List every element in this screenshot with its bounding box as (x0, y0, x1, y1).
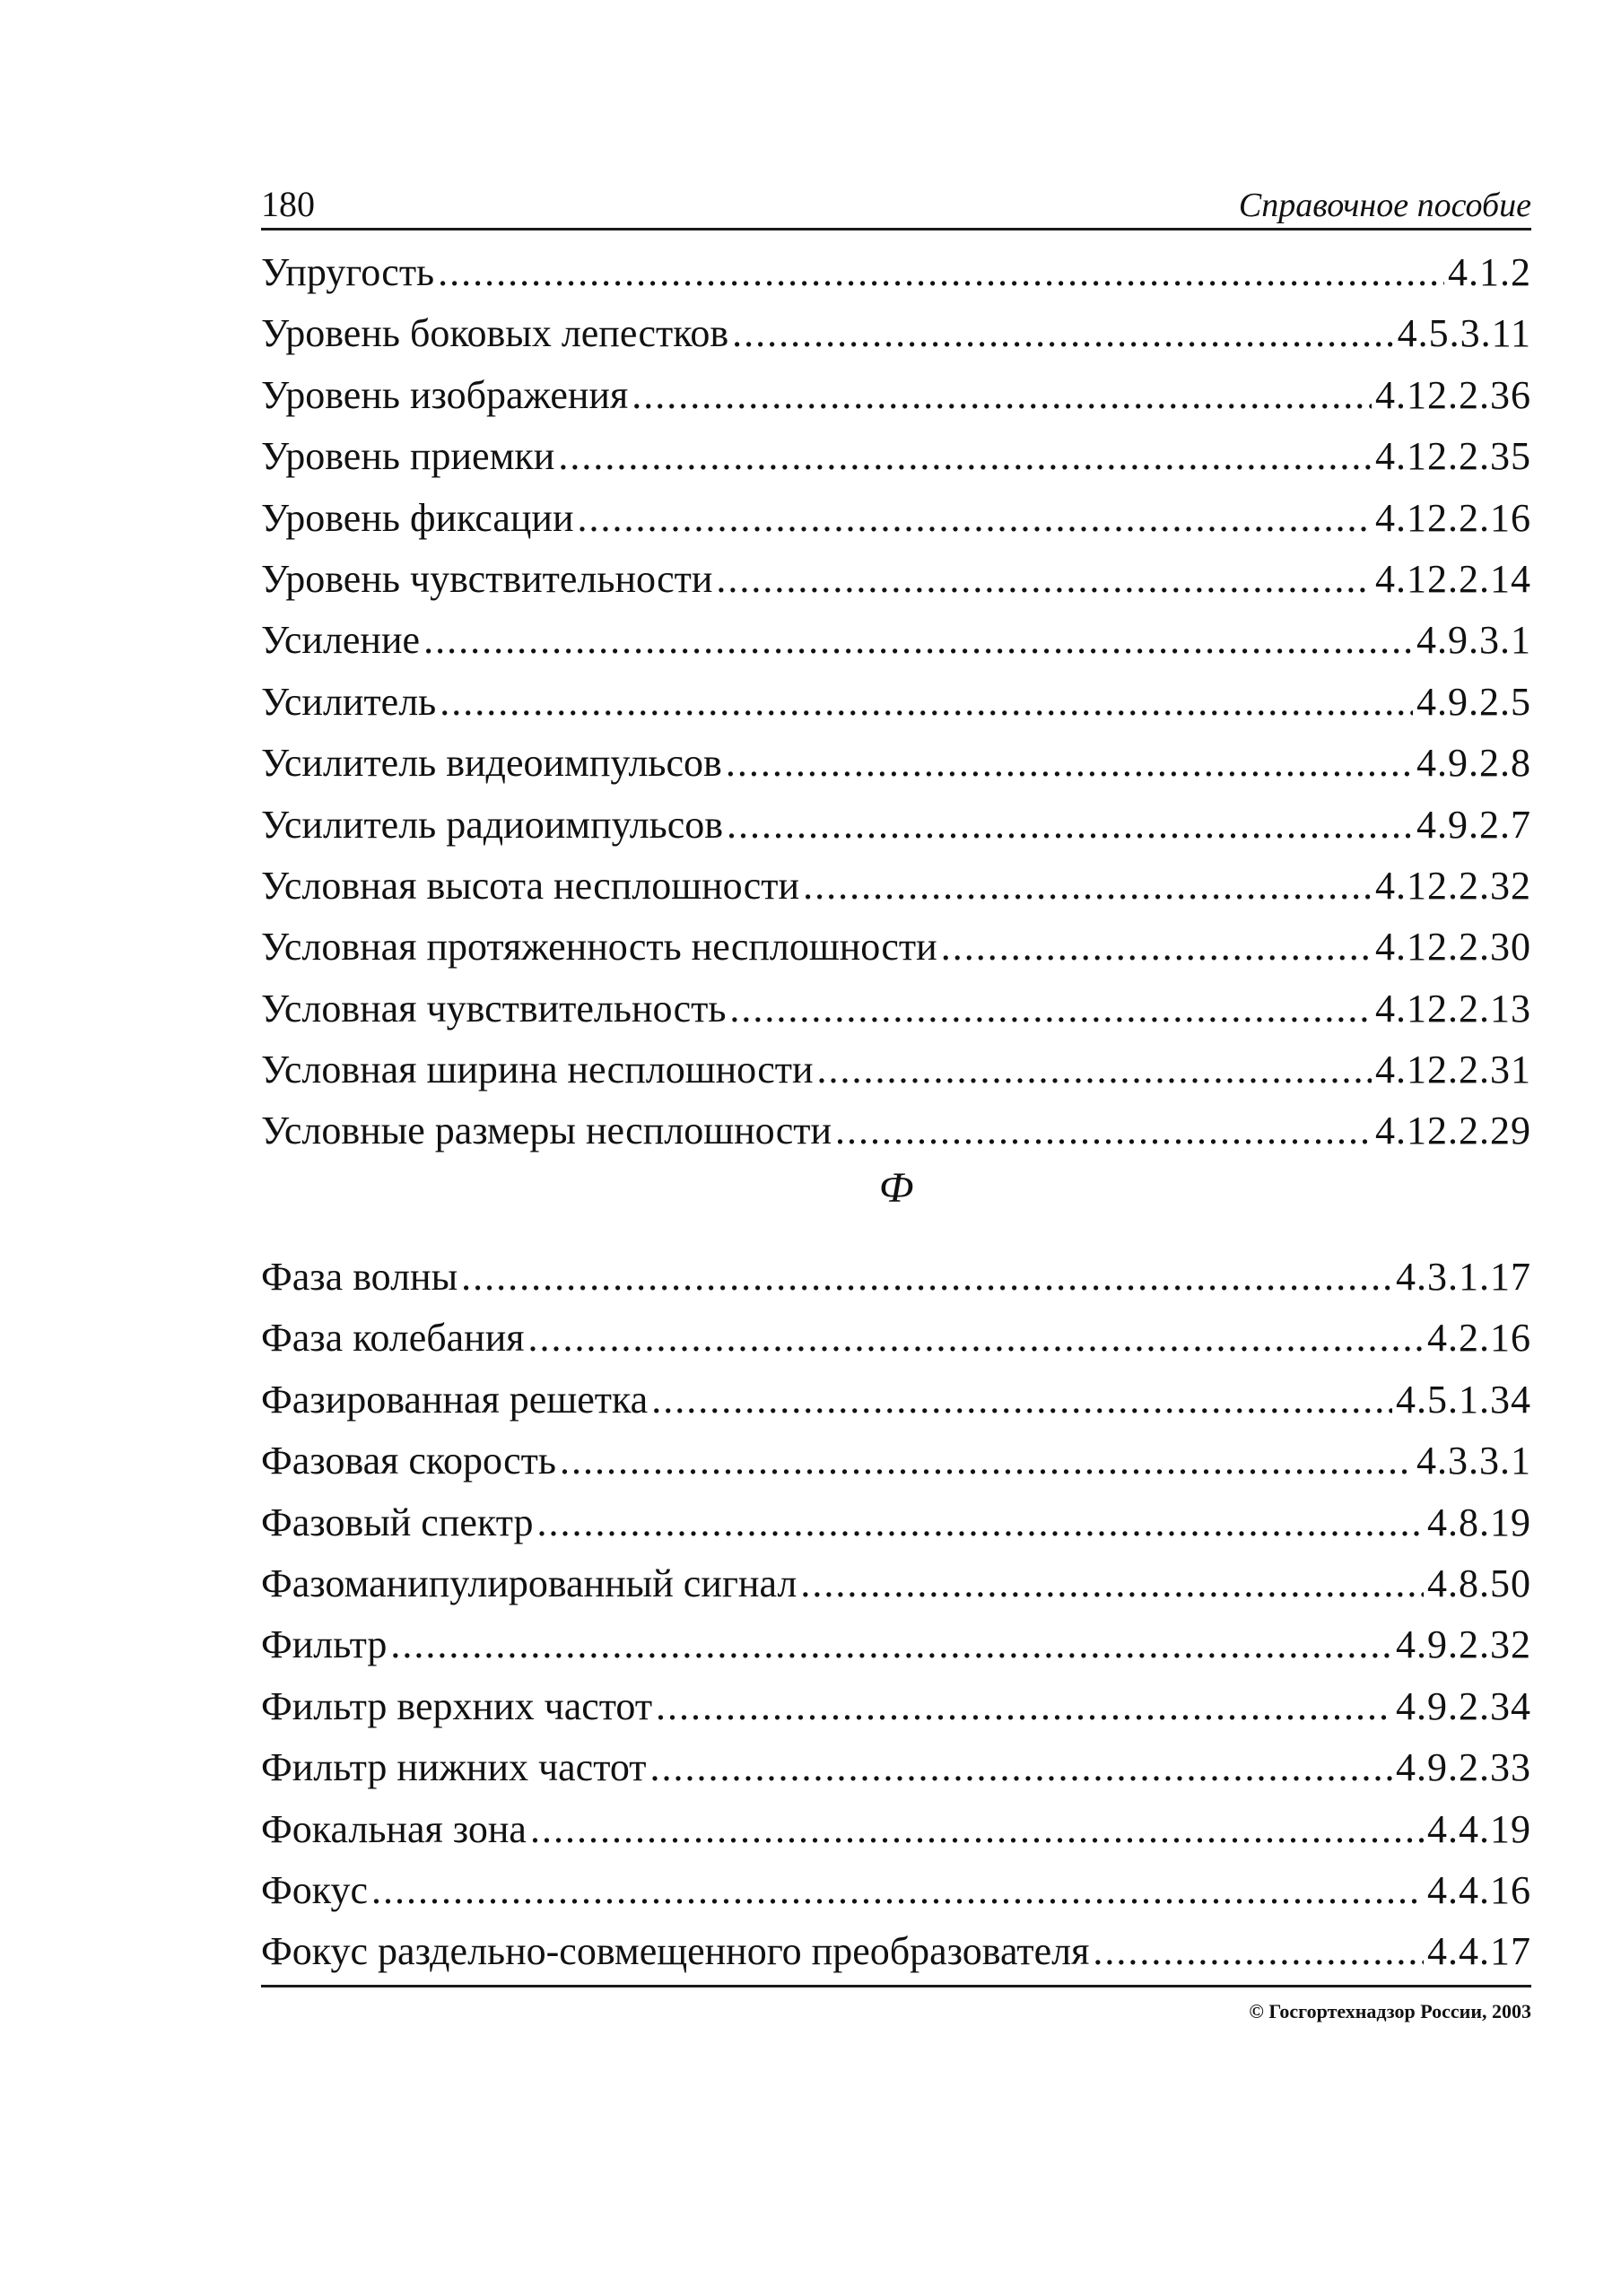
index-ref: 4.3.1.17 (1396, 1255, 1531, 1299)
index-term: Фаза волны (261, 1255, 458, 1299)
dot-leader (560, 1431, 1413, 1492)
index-ref: 4.9.2.8 (1416, 741, 1531, 786)
index-term: Усилитель (261, 679, 437, 724)
index-term: Фазовая скорость (261, 1439, 556, 1483)
index-entry (261, 1921, 1531, 1982)
dot-leader (726, 733, 1413, 794)
index-term: Условная высота несплошности (261, 863, 800, 908)
dot-leader (530, 1799, 1424, 1860)
index-entry (261, 549, 1531, 610)
index-entry (261, 1676, 1531, 1737)
dot-leader (423, 610, 1413, 671)
index-term: Уровень фиксации (261, 495, 574, 540)
dot-leader (941, 917, 1372, 978)
dot-leader (817, 1039, 1372, 1100)
index-term: Уровень изображения (261, 372, 629, 417)
dot-leader (632, 365, 1372, 426)
dot-leader (390, 1614, 1392, 1675)
index-term: Фокус (261, 1867, 369, 1912)
index-term: Усиление (261, 618, 421, 663)
index-section-f (261, 1247, 1531, 1983)
index-entry (261, 1737, 1531, 1798)
index-entry (261, 1614, 1531, 1675)
index-entry (261, 488, 1531, 549)
index-term: Фокус раздельно-совмещенного преобразователя (261, 1929, 1090, 1974)
dot-leader (461, 1247, 1392, 1308)
index-ref: 4.9.2.7 (1416, 802, 1531, 847)
index-term: Уровень приемки (261, 434, 555, 479)
index-ref: 4.5.3.11 (1397, 311, 1531, 356)
index-term: Условная ширина несплошности (261, 1048, 814, 1092)
index-entry (261, 1308, 1531, 1369)
index-entry (261, 856, 1531, 917)
index-ref: 4.9.2.32 (1396, 1622, 1531, 1667)
index-ref: 4.4.16 (1427, 1867, 1531, 1912)
page-number: 180 (261, 184, 315, 224)
index-ref: 4.12.2.31 (1375, 1048, 1531, 1092)
index-term: Фазированная решетка (261, 1377, 649, 1422)
index-term: Фазоманипулированный сигнал (261, 1561, 797, 1605)
dot-leader (650, 1737, 1393, 1798)
dot-leader (371, 1860, 1424, 1921)
index-entry (261, 1370, 1531, 1431)
index-term: Фаза колебания (261, 1316, 525, 1361)
index-entry (261, 1431, 1531, 1492)
dot-leader (558, 426, 1372, 487)
index-entry (261, 1247, 1531, 1308)
index-term: Фильтр нижних частот (261, 1745, 647, 1790)
index-entry (261, 1799, 1531, 1860)
index-term: Фазовый спектр (261, 1500, 534, 1544)
index-entry (261, 978, 1531, 1039)
index-ref: 4.4.19 (1427, 1806, 1531, 1851)
index-ref: 4.12.2.30 (1375, 925, 1531, 970)
dot-leader (528, 1308, 1425, 1369)
index-ref: 4.12.2.29 (1375, 1109, 1531, 1153)
dot-leader (440, 672, 1413, 733)
index-term: Усилитель радиоимпульсов (261, 802, 724, 847)
index-ref: 4.1.2 (1448, 250, 1531, 294)
index-ref: 4.3.3.1 (1416, 1439, 1531, 1483)
dot-leader (835, 1100, 1372, 1161)
index-entry (261, 1860, 1531, 1921)
dot-leader (800, 1553, 1424, 1614)
index-ref: 4.12.2.16 (1375, 495, 1531, 540)
index-entry (261, 672, 1531, 733)
index-ref: 4.5.1.34 (1396, 1377, 1531, 1422)
index-ref: 4.9.2.33 (1396, 1745, 1531, 1790)
index-ref: 4.4.17 (1427, 1929, 1531, 1974)
index-term: Условные размеры несплошности (261, 1109, 832, 1153)
index-entry (261, 917, 1531, 978)
dot-leader (1093, 1921, 1424, 1982)
index-ref: 4.9.3.1 (1416, 618, 1531, 663)
index-term: Фокальная зона (261, 1806, 527, 1851)
copyright-notice: © Госгортехнадзор России, 2003 (1249, 2000, 1531, 2022)
index-entry (261, 303, 1531, 364)
index-entry (261, 426, 1531, 487)
dot-leader (732, 303, 1393, 364)
footer-divider (261, 1985, 1531, 1987)
index-entry (261, 1100, 1531, 1161)
index-ref: 4.2.16 (1427, 1316, 1531, 1361)
index-entry (261, 733, 1531, 794)
dot-leader (536, 1492, 1424, 1553)
dot-leader (727, 795, 1413, 856)
index-entry (261, 1039, 1531, 1100)
index-ref: 4.12.2.13 (1375, 986, 1531, 1031)
dot-leader (716, 549, 1372, 610)
index-entry (261, 242, 1531, 303)
running-title: Справочное пособие (1238, 187, 1531, 224)
index-entry (261, 795, 1531, 856)
index-ref: 4.9.2.34 (1396, 1683, 1531, 1728)
index-term: Условная чувствительность (261, 986, 727, 1031)
dot-leader (803, 856, 1372, 917)
index-term: Усилитель видеоимпульсов (261, 741, 722, 786)
section-letter-heading: Ф (878, 1164, 914, 1212)
page-header (261, 176, 1531, 230)
dot-leader (729, 978, 1372, 1039)
index-ref: 4.12.2.35 (1375, 434, 1531, 479)
dot-leader (656, 1676, 1392, 1737)
index-term: Уровень чувствительности (261, 556, 713, 601)
index-ref: 4.8.19 (1427, 1500, 1531, 1544)
index-entry (261, 610, 1531, 671)
index-ref: 4.8.50 (1427, 1561, 1531, 1605)
dot-leader (651, 1370, 1392, 1431)
index-entry (261, 1553, 1531, 1614)
index-term: Уровень боковых лепестков (261, 311, 729, 356)
index-term: Фильтр (261, 1622, 388, 1667)
index-term: Фильтр верхних частот (261, 1683, 653, 1728)
dot-leader (578, 488, 1372, 549)
index-ref: 4.12.2.36 (1375, 372, 1531, 417)
index-ref: 4.12.2.14 (1375, 556, 1531, 601)
dot-leader (438, 242, 1444, 303)
index-term: Упругость (261, 250, 435, 294)
index-term: Условная протяженность несплошности (261, 925, 937, 970)
index-ref: 4.9.2.5 (1416, 679, 1531, 724)
index-entry (261, 365, 1531, 426)
index-section-u (261, 242, 1531, 1162)
index-ref: 4.12.2.32 (1375, 863, 1531, 908)
index-entry (261, 1492, 1531, 1553)
